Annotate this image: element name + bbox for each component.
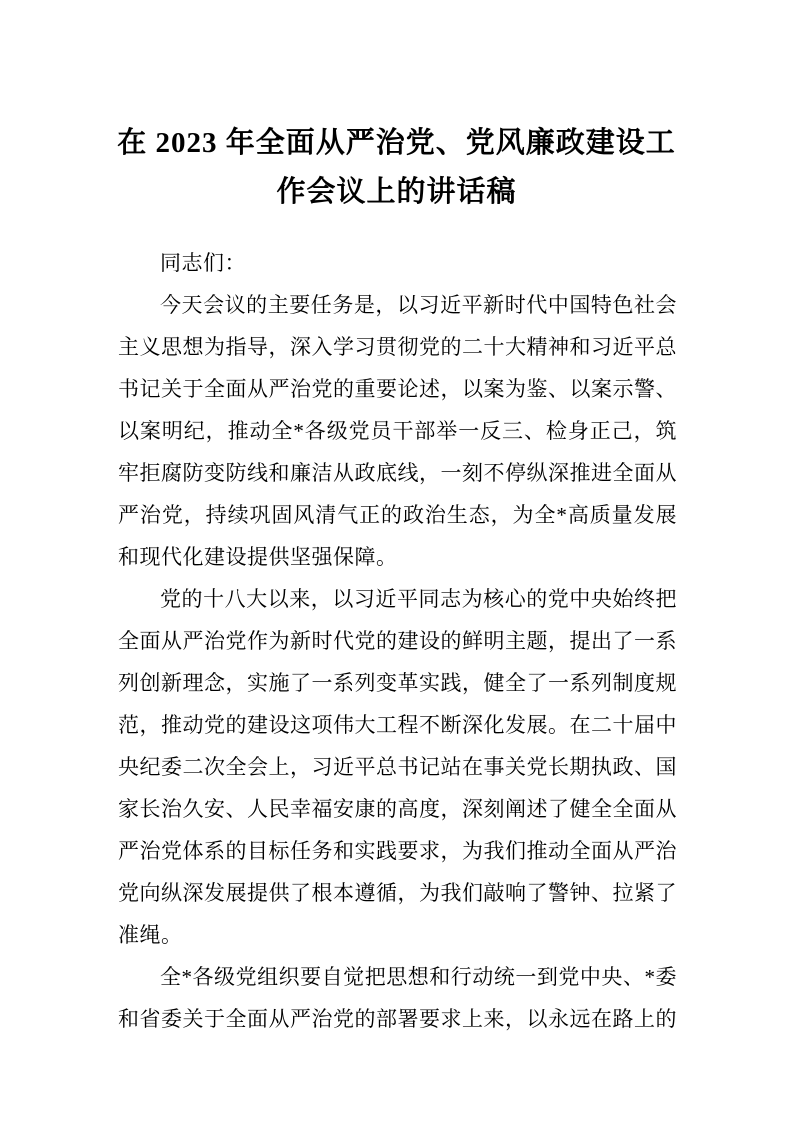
document-body (118, 242, 677, 1040)
paragraph-requirements: 全*各级党组织要自觉把思想和行动统一到党中央、*委和省委关于全面从严治党的部署要求上来，以永远在路上的 (118, 965, 677, 1031)
paragraph-meeting-task: 今天会议的主要任务是，以习近平新时代中国特色社会主义思想为指导，深入学习贯彻党的二十大精神和习近平总书记关于全面从严治党的重要论述，以案为鉴、以案示警、以案明纪，推动全*各级党员干部举一反三、检身正己，筑牢拒腐防变防线和廉洁从政底线，一刻不停纵深推进全面从严治党，持续巩固风清气正的政治生态，为全*高质量发展和现代化建设提供坚强保障。 (118, 293, 677, 569)
document-title: 在 2023 年全面从严治党、党风廉政建设工作会议上的讲话稿 (117, 127, 676, 208)
paragraph-salutation: 同志们： (160, 251, 246, 275)
paragraph-party-congress: 党的十八大以来，以习近平同志为核心的党中央始终把全面从严治党作为新时代党的建设的鲜明主题，提出了一系列创新理念，实施了一系列变革实践，健全了一系列制度规范，推动党的建设这项伟大工程不断深化发展。在二十届中央纪委二次全会上，习近平总书记站在事关党长期执政、国家长治久安、人民幸福安康的高度，深刻阐述了健全全面从严治党体系的目标任务和实践要求，为我们推动全面从严治党向纵深发展提供了根本遵循，为我们敲响了警钟、拉紧了准绳。 (118, 587, 677, 947)
